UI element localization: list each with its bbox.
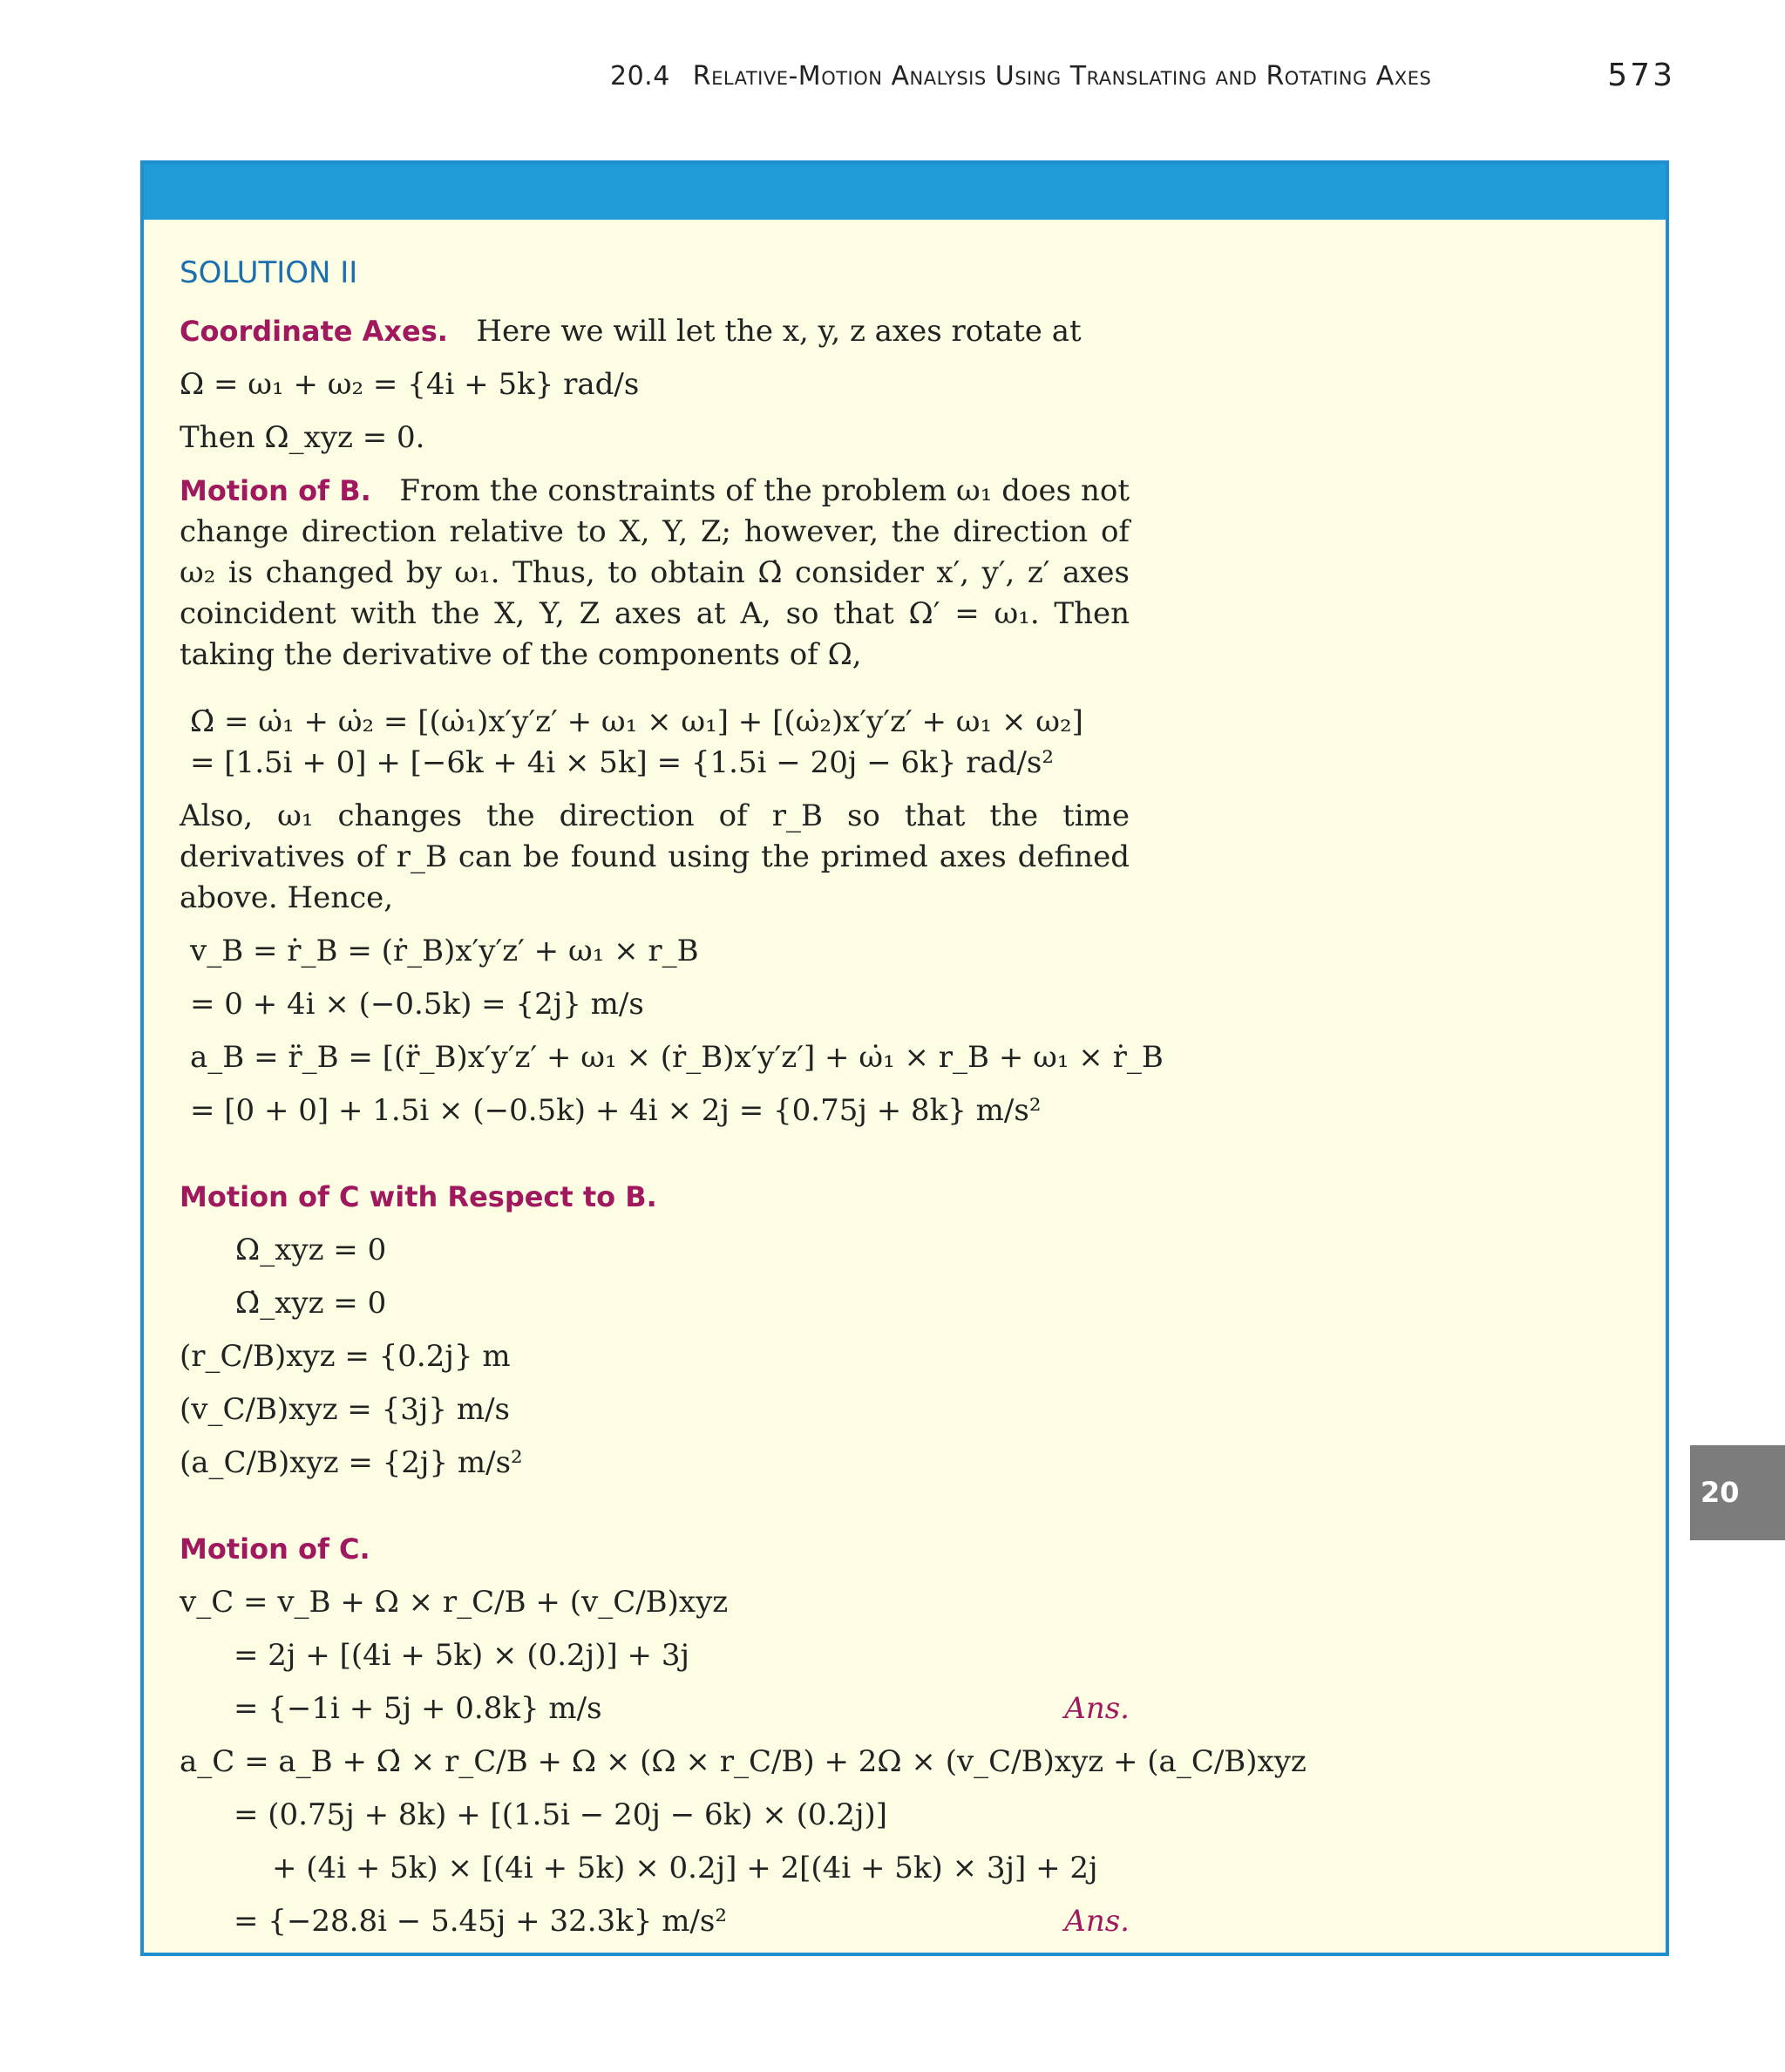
ac-eq-2: = (0.75j + 8k) + [(1.5i − 20j − 6k) × (0.2j)] xyxy=(234,1797,888,1832)
motion-b-heading: Motion of B. xyxy=(180,474,371,507)
coordinate-axes-heading: Coordinate Axes. xyxy=(180,315,448,348)
a-cb-eq: (a_C/B)xyz = {2j} m/s² xyxy=(180,1445,523,1480)
motion-b-para xyxy=(180,471,1130,676)
coordinate-axes-text: Here we will let the x, y, z axes rotate at xyxy=(476,314,1082,349)
motion-b-text: From the constraints of the problem ω₁ does not change direction relative to X, Y, Z; however, the direction of ω₂ is changed by ω₁. Thus, to obtain Ω̇ consider x′, y′, z′ axes coincident with the X, Y, Z axes at A, so that Ω′ = ω₁. Then taking the derivative of the components of Ω, xyxy=(180,473,1130,672)
ac-eq-4 xyxy=(180,1901,1130,1942)
section-title: Relative-Motion Analysis Using Translating and Rotating Axes xyxy=(692,61,1432,92)
ab-eq-2: = [0 + 0] + 1.5i × (−0.5k) + 4i × 2j = {0.75j + 8k} m/s² xyxy=(190,1093,1042,1128)
r-cb-eq: (r_C/B)xyz = {0.2j} m xyxy=(180,1339,511,1374)
motion-c-heading: Motion of C. xyxy=(180,1532,370,1566)
vc-eq-1: v_C = v_B + Ω × r_C/B + (v_C/B)xyz xyxy=(180,1585,729,1620)
section-number: 20.4 xyxy=(610,61,670,92)
vb-eq-1: v_B = ṙ_B = (ṙ_B)x′y′z′ + ω₁ × r_B xyxy=(190,934,699,968)
motion-c-b-heading: Motion of C with Respect to B. xyxy=(180,1180,657,1213)
solution-content xyxy=(180,253,1307,1942)
vc-result: = {−1i + 5j + 0.8k} m/s xyxy=(234,1691,602,1726)
box-header-bar xyxy=(144,164,1666,220)
omega-dot-xyz-eq: Ω̇_xyz = 0 xyxy=(235,1286,387,1321)
omega-equation: Ω = ω₁ + ω₂ = {4i + 5k} rad/s xyxy=(180,367,640,402)
page-number: 573 xyxy=(1607,58,1675,93)
omega-xyz-equation: Then Ω_xyz = 0. xyxy=(180,420,425,455)
coordinate-axes-para xyxy=(180,311,1130,352)
running-head xyxy=(610,61,1431,92)
omega-dot-eq-1: Ω̇ = ω̇₁ + ω̇₂ = [(ω̇₁)x′y′z′ + ω₁ × ω₁] + [(ω̇₂)x′y′z′ + ω₁ × ω₂] xyxy=(190,704,1083,739)
vc-eq-2: = 2j + [(4i + 5k) × (0.2j)] + 3j xyxy=(234,1638,689,1673)
omega-dot-eq-2: = [1.5i + 0] + [−6k + 4i × 5k] = {1.5i − 20j − 6k} rad/s² xyxy=(190,745,1054,780)
ac-eq-1: a_C = a_B + Ω̇ × r_C/B + Ω × (Ω × r_C/B) + 2Ω × (v_C/B)xyz + (a_C/B)xyz xyxy=(180,1744,1307,1779)
omega-xyz-eq: Ω_xyz = 0 xyxy=(235,1233,387,1267)
vc-eq-3 xyxy=(180,1688,1130,1729)
answer-label: Ans. xyxy=(1064,1904,1130,1939)
ab-eq-1: a_B = r̈_B = [(r̈_B)x′y′z′ + ω₁ × (ṙ_B)x′y′z′] + ω̇₁ × r_B + ω₁ × ṙ_B xyxy=(190,1040,1164,1075)
ac-result: = {−28.8i − 5.45j + 32.3k} m/s² xyxy=(234,1904,727,1939)
ac-eq-3: + (4i + 5k) × [(4i + 5k) × 0.2j] + 2[(4i + 5k) × 3j] + 2j xyxy=(272,1851,1098,1885)
v-cb-eq: (v_C/B)xyz = {3j} m/s xyxy=(180,1392,510,1427)
chapter-tab: 20 xyxy=(1690,1445,1785,1540)
solution-title: SOLUTION II xyxy=(180,255,358,290)
answer-label: Ans. xyxy=(1064,1691,1130,1726)
also-para: Also, ω₁ changes the direction of r_B so that the time derivatives of r_B can be found using the primed axes defined above. Hence, xyxy=(180,798,1130,915)
vb-eq-2: = 0 + 4i × (−0.5k) = {2j} m/s xyxy=(190,987,644,1022)
